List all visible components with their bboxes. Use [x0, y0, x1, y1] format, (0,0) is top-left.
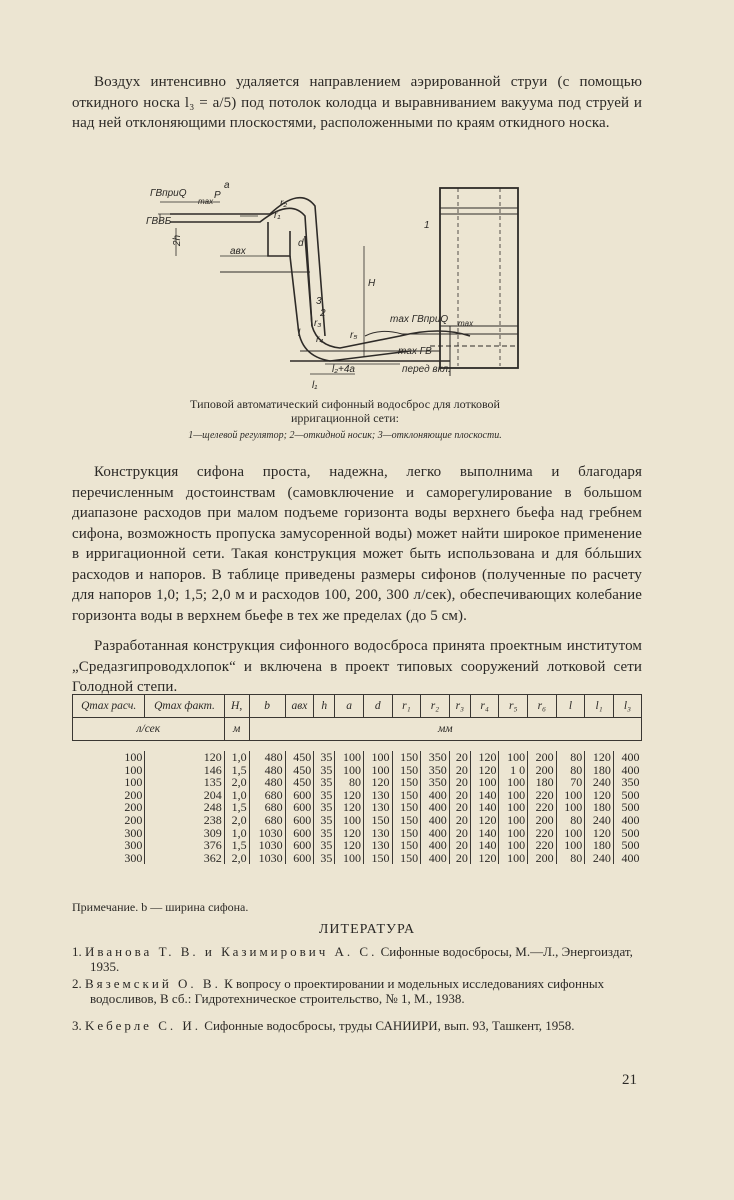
table-cell: 80	[556, 814, 585, 827]
table-cell: 200	[528, 814, 557, 827]
header-r5: r₅	[499, 695, 528, 718]
table-cell: 140	[470, 789, 499, 802]
table-cell: 500	[621, 800, 640, 815]
table-cell: 400	[421, 801, 450, 814]
ref-author: Иванова Т. В. и Казимирович А. С.	[85, 944, 378, 959]
table-cell: 20	[449, 789, 470, 802]
table-row	[73, 852, 642, 865]
table-cell: 146	[145, 764, 224, 777]
table-note: Примечание. b — ширина сифона.	[72, 900, 249, 914]
table-cell: 500	[621, 838, 640, 853]
table-cell: 35	[314, 789, 335, 802]
table-cell: 100	[335, 814, 364, 827]
table-cell: 200	[73, 789, 145, 802]
table-cell: 20	[449, 827, 470, 840]
table-cell: 35	[314, 751, 335, 764]
table-units-row	[73, 718, 642, 741]
table-cell: 480	[249, 776, 285, 789]
table-cell: 35	[314, 764, 335, 777]
table-cell: 350	[421, 764, 450, 777]
label-r1: r₁	[274, 210, 281, 221]
header-a: a	[335, 695, 364, 718]
label-a-vx: aвх	[230, 246, 246, 257]
unit-mm: мм	[249, 718, 641, 741]
table-cell: 80	[556, 764, 585, 777]
table-cell: 20	[449, 814, 470, 827]
table-row	[73, 839, 642, 852]
ref-number: 1.	[72, 944, 82, 959]
header-h-small: h	[314, 695, 335, 718]
table-cell: 480	[249, 751, 285, 764]
ref-text: Сифонные водосбросы, М.—Л., Энергоиздат, 1935.	[90, 944, 633, 974]
table-cell: 35	[314, 801, 335, 814]
table-cell: 309	[145, 827, 224, 840]
table-cell: 500	[621, 787, 640, 802]
ref-author: Вяземский О. В.	[85, 976, 221, 991]
table-cell: 2,0	[224, 852, 249, 865]
paragraph-adoption: Разработанная конструкция сифонного водосброса принята проектным институтом „Средазгипроводхлопок“ и включена в проект типовых сооружений лотковой сети Голодной степи.	[72, 638, 642, 695]
table-cell: 180	[585, 764, 614, 777]
label-a: a	[224, 180, 230, 191]
table-cell: 600	[285, 852, 314, 865]
label-max-sub: max	[458, 319, 474, 328]
label-before: перед вкл.	[402, 364, 451, 375]
table-cell: 150	[392, 751, 421, 764]
table-cell: 400	[421, 839, 450, 852]
table-row	[73, 776, 642, 789]
table-cell: 100	[499, 839, 528, 852]
table-cell: 400	[621, 750, 640, 764]
table-cell: 180	[585, 801, 614, 814]
table-cell: 150	[363, 852, 392, 865]
table-cell: 100	[556, 827, 585, 840]
slot-regulator	[440, 188, 518, 368]
table-cell: 100	[335, 764, 364, 777]
table-cell: 100	[335, 852, 364, 865]
header-r1: r₁	[392, 695, 421, 718]
table-cell: 1,0	[224, 751, 249, 764]
table-cell: 100	[499, 776, 528, 789]
table-cell: 100	[499, 852, 528, 865]
siphon-crown-outline	[170, 198, 325, 336]
table-cell: 248	[145, 801, 224, 814]
table-cell: 1,5	[224, 764, 249, 777]
table-cell: 130	[363, 801, 392, 814]
literature-title: ЛИТЕРАТУРА	[318, 922, 416, 937]
table-cell: 400	[621, 850, 640, 865]
table-cell: 180	[528, 776, 557, 789]
table-cell: 150	[392, 764, 421, 777]
table-cell: 100	[499, 814, 528, 827]
header-d: d	[363, 695, 392, 718]
table-cell: 1,5	[224, 839, 249, 852]
table-cell: 680	[249, 814, 285, 827]
table-cell: 140	[470, 827, 499, 840]
reference-2	[72, 976, 642, 1006]
figure-legend: 1—щелевой регулятор; 2—откидной носик; 3—отклоняющие плоскости.	[188, 430, 502, 441]
table-cell: 240	[585, 852, 614, 865]
header-r6: r₆	[528, 695, 557, 718]
label-l2: l₂+4a	[332, 364, 355, 375]
table-cell: 200	[528, 852, 557, 865]
table-cell: 600	[285, 839, 314, 852]
table-cell: 100	[363, 764, 392, 777]
ref-text: К вопросу о проектировании и модельных исследованиях сифонных водосливов, В сб.: Гидротехническое строительство, № 1, М., 1938.	[90, 976, 605, 1006]
page-number: 21	[622, 1072, 637, 1088]
siphon-sizes-table	[72, 694, 642, 864]
table-cell: 600	[285, 814, 314, 827]
table-cell: 120	[470, 814, 499, 827]
table-cell: 20	[449, 764, 470, 777]
table-cell: 150	[392, 814, 421, 827]
table-cell: 100	[73, 776, 145, 789]
table-cell: 100	[556, 801, 585, 814]
table-cell: 1,5	[224, 801, 249, 814]
table-cell: 1,0	[224, 827, 249, 840]
table-cell: 120	[335, 827, 364, 840]
table-cell: 120	[470, 751, 499, 764]
label-3: 3	[316, 296, 322, 307]
label-d: d	[298, 238, 304, 249]
label-1: 1	[424, 220, 430, 231]
label-r3: r₃	[314, 318, 322, 329]
label-r2: r₂	[280, 198, 288, 209]
figure-caption: Типовой автоматический сифонный водосброс для лотковой ирригационной сети:	[190, 397, 500, 425]
siphon-inlet	[268, 222, 290, 256]
label-gvvb: ГВВБ	[146, 216, 172, 227]
label-l1: l₁	[312, 380, 318, 391]
header-q-fact: Qmax факт.	[145, 695, 224, 718]
table-cell: 20	[449, 839, 470, 852]
header-q-calc: Qmax расч.	[73, 695, 145, 718]
label-p: P	[214, 190, 221, 201]
ref-number: 3.	[72, 1018, 82, 1033]
table-cell: 200	[73, 801, 145, 814]
table-cell: 400	[621, 762, 640, 777]
table-cell: 120	[470, 852, 499, 865]
table-cell: 240	[585, 814, 614, 827]
table-cell: 220	[528, 839, 557, 852]
table-row	[73, 751, 642, 764]
table-cell: 100	[556, 789, 585, 802]
label-l: l	[298, 328, 301, 339]
table-cell: 120	[335, 801, 364, 814]
table-cell: 204	[145, 789, 224, 802]
table-cell: 238	[145, 814, 224, 827]
table-cell: 220	[528, 801, 557, 814]
header-l: l	[556, 695, 585, 718]
table-cell: 300	[73, 827, 145, 840]
table-cell: 200	[528, 751, 557, 764]
label-r5: r₅	[350, 330, 358, 341]
table-cell: 680	[249, 801, 285, 814]
table-cell: 100	[499, 789, 528, 802]
table-cell: 480	[249, 764, 285, 777]
table-cell: 362	[145, 852, 224, 865]
header-r2: r₂	[421, 695, 450, 718]
table-cell: 300	[73, 839, 145, 852]
table-cell: 150	[363, 814, 392, 827]
table-cell: 35	[314, 839, 335, 852]
table-cell: 450	[285, 764, 314, 777]
table-cell: 100	[499, 827, 528, 840]
table-row	[73, 814, 642, 827]
table-cell: 400	[421, 814, 450, 827]
table-cell: 1030	[249, 827, 285, 840]
table-cell: 100	[335, 751, 364, 764]
header-h: H,	[224, 695, 249, 718]
table-cell: 150	[392, 789, 421, 802]
table-cell: 350	[621, 775, 640, 790]
table-cell: 1030	[249, 852, 285, 865]
table-cell: 240	[585, 776, 614, 789]
label-max-gv-q: max ГВприQ	[390, 314, 449, 325]
table-cell: 376	[145, 839, 224, 852]
table-cell: 400	[421, 852, 450, 865]
table-cell: 120	[585, 751, 614, 764]
table-cell: 80	[556, 751, 585, 764]
table-cell: 2,0	[224, 814, 249, 827]
table-cell: 100	[499, 751, 528, 764]
table-cell: 1030	[249, 839, 285, 852]
table-cell: 680	[249, 789, 285, 802]
table-cell: 150	[392, 827, 421, 840]
table-header-row	[73, 695, 642, 718]
siphon-drawing	[140, 176, 540, 396]
table-cell: 400	[621, 812, 640, 827]
table-cell: 1 0	[499, 764, 528, 777]
table-cell: 120	[585, 789, 614, 802]
table-cell: 450	[285, 776, 314, 789]
table-cell: 120	[335, 789, 364, 802]
table-cell: 120	[145, 751, 224, 764]
ref-author: Keберле С. И.	[85, 1018, 202, 1033]
ref-text: Сифонные водосбросы, труды САНИИРИ, вып. 93, Ташкент, 1958.	[204, 1018, 575, 1033]
table-cell: 100	[363, 751, 392, 764]
header-r4: r₄	[470, 695, 499, 718]
label-gv-q: ГВприQ	[150, 188, 187, 199]
table-cell: 120	[363, 776, 392, 789]
table-cell: 400	[421, 827, 450, 840]
table-cell: 100	[499, 801, 528, 814]
table-cell: 35	[314, 776, 335, 789]
table-cell: 150	[392, 801, 421, 814]
label-max-gv: max ГВ	[398, 346, 432, 357]
table-cell: 100	[73, 751, 145, 764]
label-2: 2	[320, 308, 326, 319]
table-cell: 70	[556, 776, 585, 789]
table-cell: 80	[335, 776, 364, 789]
table-cell: 150	[392, 852, 421, 865]
table-cell: 130	[363, 789, 392, 802]
table-cell: 400	[421, 789, 450, 802]
table-cell: 140	[470, 801, 499, 814]
table-cell: 140	[470, 839, 499, 852]
table-cell: 200	[528, 764, 557, 777]
table-cell: 2,0	[224, 776, 249, 789]
label-r4: r₄	[316, 334, 324, 345]
table-cell: 20	[449, 776, 470, 789]
table-cell: 600	[285, 827, 314, 840]
table-cell: 100	[556, 839, 585, 852]
table-cell: 220	[528, 789, 557, 802]
ref-number: 2.	[72, 976, 82, 991]
label-h: H	[368, 278, 376, 289]
table-cell: 300	[73, 852, 145, 865]
table-cell: 20	[449, 801, 470, 814]
header-r3: r₃	[449, 695, 470, 718]
paragraph-construction: Конструкция сифона проста, надежна, легко выполнима и благодаря перечисленным достоинствам (самовключение и саморегулирование в большом диапазоне расходов при малом подъеме горизонта воды верхнего бьефа над гребнем сифона, возможность пропуска замусоренной воды) может найти широкое применение в ирригационной сети. Такая конструкция может быть использована и для бóльших расходов и напоров. В таблице приведены размеры сифонов (полученные по расчету для напоров 1,0; 1,5; 2,0 м и расходов 100, 200, 300 л/сек), обеспечивающих колебание горизонта воды в верхнем бьефе в тех же пределах (до 5 см).	[72, 464, 642, 624]
table-cell: 600	[285, 789, 314, 802]
table-cell: 120	[585, 827, 614, 840]
header-avx: aвх	[285, 695, 314, 718]
table-cell: 35	[314, 814, 335, 827]
header-l1: l₁	[585, 695, 614, 718]
unit-q: л/сек	[73, 718, 225, 741]
paragraph-air-removal: Воздух интенсивно удаляется направлением аэрированной струи (с помощью откидного носка l₃ = a/5) под потолок колодца и выравниванием вакуума под струей и над ней отклоняющими плоскостями, расположенными по краям откидного носка.	[72, 74, 642, 131]
table-cell: 130	[363, 827, 392, 840]
table-cell: 35	[314, 852, 335, 865]
table-cell: 350	[421, 751, 450, 764]
table-cell: 200	[73, 814, 145, 827]
table-cell: 20	[449, 852, 470, 865]
label-2h: 2h	[172, 234, 183, 246]
table-body	[73, 741, 642, 865]
table-cell: 80	[556, 852, 585, 865]
table-cell: 100	[470, 776, 499, 789]
table-cell: 35	[314, 827, 335, 840]
table-cell: 150	[392, 839, 421, 852]
table-cell: 220	[528, 827, 557, 840]
table-cell: 100	[73, 764, 145, 777]
table-cell: 20	[449, 751, 470, 764]
table-cell: 1,0	[224, 789, 249, 802]
table-cell: 135	[145, 776, 224, 789]
table-cell: 180	[585, 839, 614, 852]
siphon-figure	[140, 176, 540, 396]
table-cell: 120	[470, 764, 499, 777]
header-b: b	[249, 695, 285, 718]
reference-1	[72, 944, 642, 974]
table-cell: 120	[335, 839, 364, 852]
table-cell: 130	[363, 839, 392, 852]
table-cell: 350	[421, 776, 450, 789]
table-cell: 500	[621, 825, 640, 840]
unit-h: м	[224, 718, 249, 741]
label-max: max	[198, 197, 214, 206]
header-l3: l₃	[613, 695, 641, 718]
table-cell: 600	[285, 801, 314, 814]
reference-3	[72, 1018, 642, 1033]
table-cell: 150	[392, 776, 421, 789]
table-cell: 450	[285, 751, 314, 764]
